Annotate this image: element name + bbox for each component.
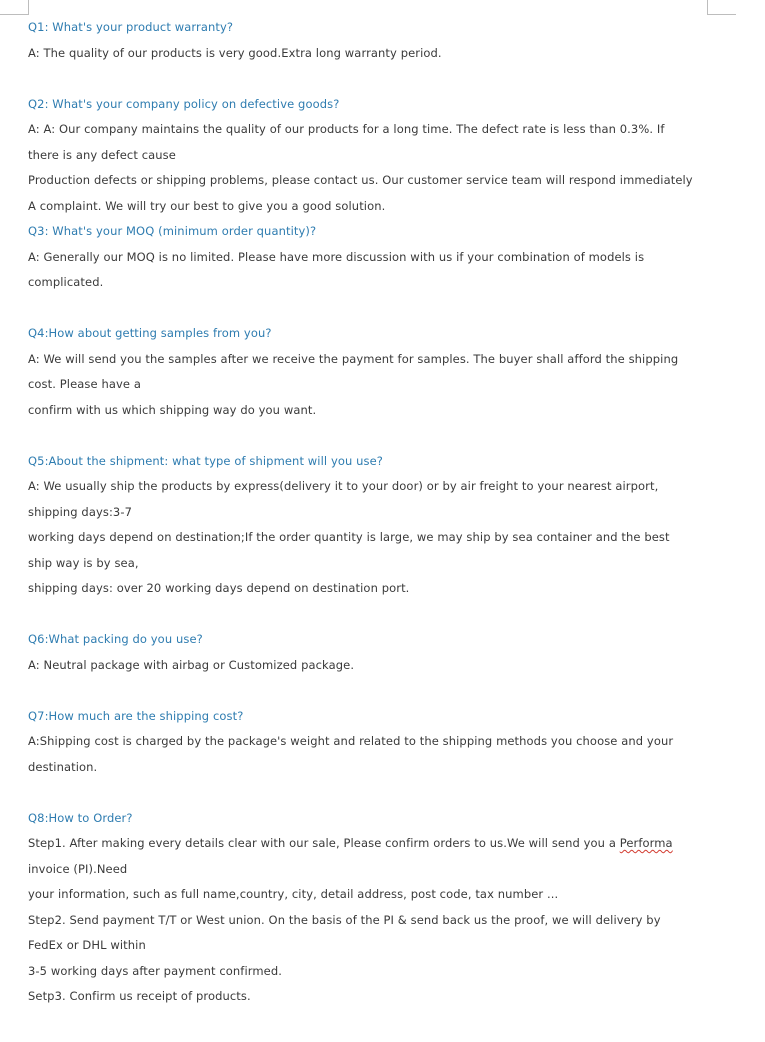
answer-3-line-1: A: Generally our MOQ is no limited. Please have more discussion with us if your combination of models is [28,249,645,264]
answer-5-line-2: shipping days:3-7 [28,504,133,519]
paragraph-gap [28,780,712,806]
question-5: Q5:About the shipment: what type of shipment will you use? [28,453,383,468]
answer-5-line-5: shipping days: over 20 working days depend on destination port. [28,581,410,595]
question-7: Q7:How much are the shipping cost? [28,708,244,723]
answer-5-line-1: A: We usually ship the products by express(delivery it to your door) or by air freight to your nearest airport, [28,479,659,493]
paragraph-gap [28,296,712,322]
answer-7-line-1: A:Shipping cost is charged by the package's weight and related to the shipping methods you choose and your [28,734,674,748]
answer-2-line-1: A: A: Our company maintains the quality of our products for a long time. The defect rate is less than 0.3%. If [28,122,665,136]
answer-2-line-2: there is any defect cause [28,147,176,162]
answer-6-line-1: A: Neutral package with airbag or Customized package. [28,657,355,672]
paragraph-gap [28,678,712,704]
step1-text: Step1. After making every details clear with our sale, Please confirm orders to us.We will send you a [28,836,620,850]
paragraph-gap [28,602,712,628]
answer-3-line-2: complicated. [28,275,104,289]
answer-4-line-2: cost. Please have a [28,377,141,391]
answer-4-line-1: A: We will send you the samples after we receive the payment for samples. The buyer shall afford the shipping [28,351,679,366]
answer-8-line-7: Setp3. Confirm us receipt of products. [28,989,251,1003]
answer-2-line-3: Production defects or shipping problems, please contact us. Our customer service team will respond immediately [28,173,693,187]
question-1: Q1: What's your product warranty? [28,20,234,34]
faq-content [28,15,712,1010]
answer-5-line-3: working days depend on destination;If the order quantity is large, we may ship by sea container and the best [28,530,670,544]
answer-4-line-3: confirm with us which shipping way do you want. [28,402,317,417]
spellcheck-flagged-word: Performa [619,836,673,850]
question-6: Q6:What packing do you use? [28,632,203,646]
answer-8-line-5: FedEx or DHL within [28,938,146,952]
page-corner-marker-left [0,0,29,15]
question-4: Q4:How about getting samples from you? [28,326,272,340]
page-corner-marker-right [707,0,736,15]
answer-8-line-2: invoice (PI).Need [28,861,128,876]
answer-8-line-6: 3-5 working days after payment confirmed. [28,963,283,978]
answer-2-line-4: A complaint. We will try our best to give you a good solution. [28,198,386,213]
answer-8-line-3: your information, such as full name,country, city, detail address, post code, tax number ... [28,887,559,901]
question-8: Q8:How to Order? [28,810,133,825]
question-3: Q3: What's your MOQ (minimum order quantity)? [28,224,317,238]
answer-5-line-4: ship way is by sea, [28,555,139,570]
answer-8-line-4: Step2. Send payment T/T or West union. On the basis of the PI & send back us the proof, we will delivery by [28,912,661,927]
answer-8-line-1 [28,831,712,857]
paragraph-gap [28,66,712,92]
question-2: Q2: What's your company policy on defective goods? [28,96,340,111]
paragraph-gap [28,423,712,449]
answer-7-line-2: destination. [28,759,98,774]
answer-1-line-1: A: The quality of our products is very good.Extra long warranty period. [28,45,442,60]
